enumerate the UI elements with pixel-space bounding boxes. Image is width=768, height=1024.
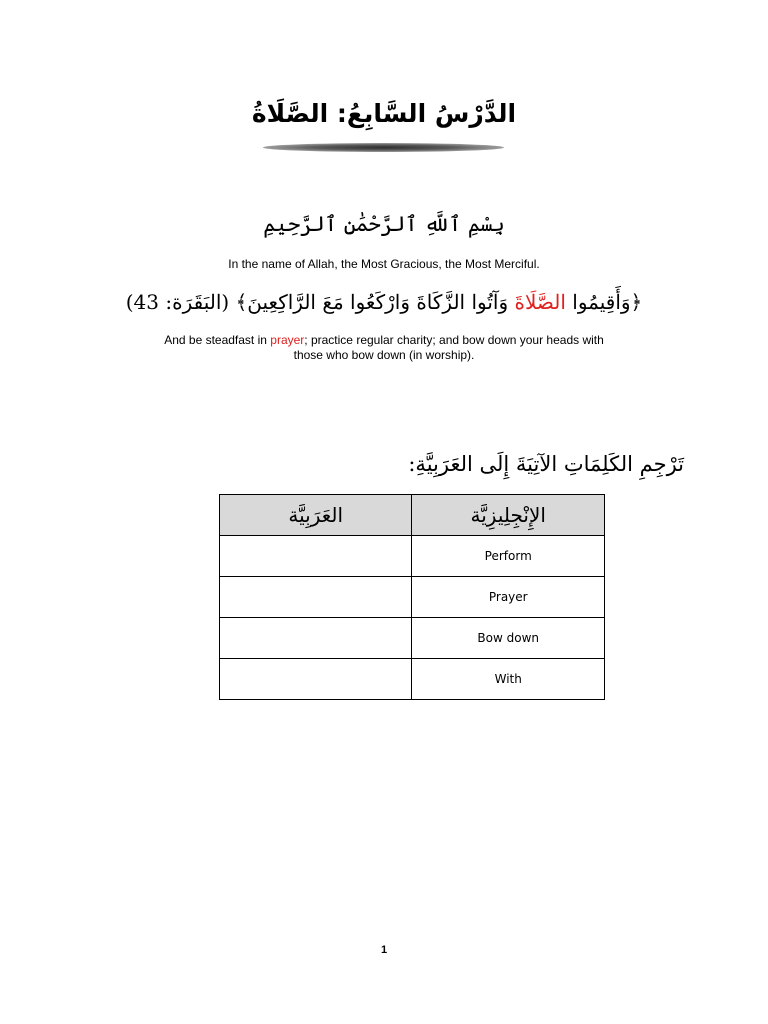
table-row <box>220 577 605 618</box>
verse-translation-part-2: ; practice regular charity; and bow down your heads with those who bow down (in worship). <box>293 333 604 362</box>
header-arabic: العَرَبِيَّة <box>220 495 412 536</box>
english-word-cell: With <box>412 659 605 700</box>
verse-close-bracket: ﴾ <box>235 290 248 314</box>
header-english: الإِنْجِلِيزِيَّة <box>412 495 605 536</box>
verse-rest: وَآتُوا الزَّكَاةَ وَارْكَعُوا مَعَ الرَّاكِعِينَ <box>247 290 509 314</box>
english-word-cell: Perform <box>412 536 605 577</box>
quran-verse <box>0 284 768 320</box>
verse-reference: (البَقَرَة: 43) <box>125 290 230 314</box>
vocabulary-table <box>219 494 605 700</box>
lesson-title: الدَّرْسُ السَّابِعُ: الصَّلَاةُ <box>251 99 517 128</box>
basmala-translation: In the name of Allah, the Most Gracious, the Most Merciful. <box>228 257 540 271</box>
table-row <box>220 618 605 659</box>
verse-translation <box>150 333 618 362</box>
verse-highlight-word: الصَّلَاةَ <box>514 290 566 314</box>
table-header-row <box>220 495 605 536</box>
verse-word-1: وَأَقِيمُوا <box>572 290 631 314</box>
page-number: 1 <box>380 944 388 956</box>
basmala: بِسْمِ ٱللَّهِ ٱلرَّحْمَٰنِ ٱلرَّحِيمِ <box>263 212 505 236</box>
english-word-cell: Bow down <box>412 618 605 659</box>
arabic-answer-cell[interactable] <box>220 659 412 700</box>
table-row <box>220 536 605 577</box>
verse-translation-part-1: And be steadfast in <box>164 333 271 347</box>
exercise-instruction: تَرْجِمِ الكَلِمَاتِ الآتِيَةَ إِلَى العَرَبِيَّةِ: <box>408 452 684 476</box>
table-row <box>220 659 605 700</box>
arabic-answer-cell[interactable] <box>220 577 412 618</box>
title-divider <box>263 143 504 152</box>
verse-open-bracket: ﴿ <box>630 290 643 314</box>
verse-translation-highlight: prayer <box>270 333 305 347</box>
arabic-answer-cell[interactable] <box>220 536 412 577</box>
english-word-cell: Prayer <box>412 577 605 618</box>
arabic-answer-cell[interactable] <box>220 618 412 659</box>
